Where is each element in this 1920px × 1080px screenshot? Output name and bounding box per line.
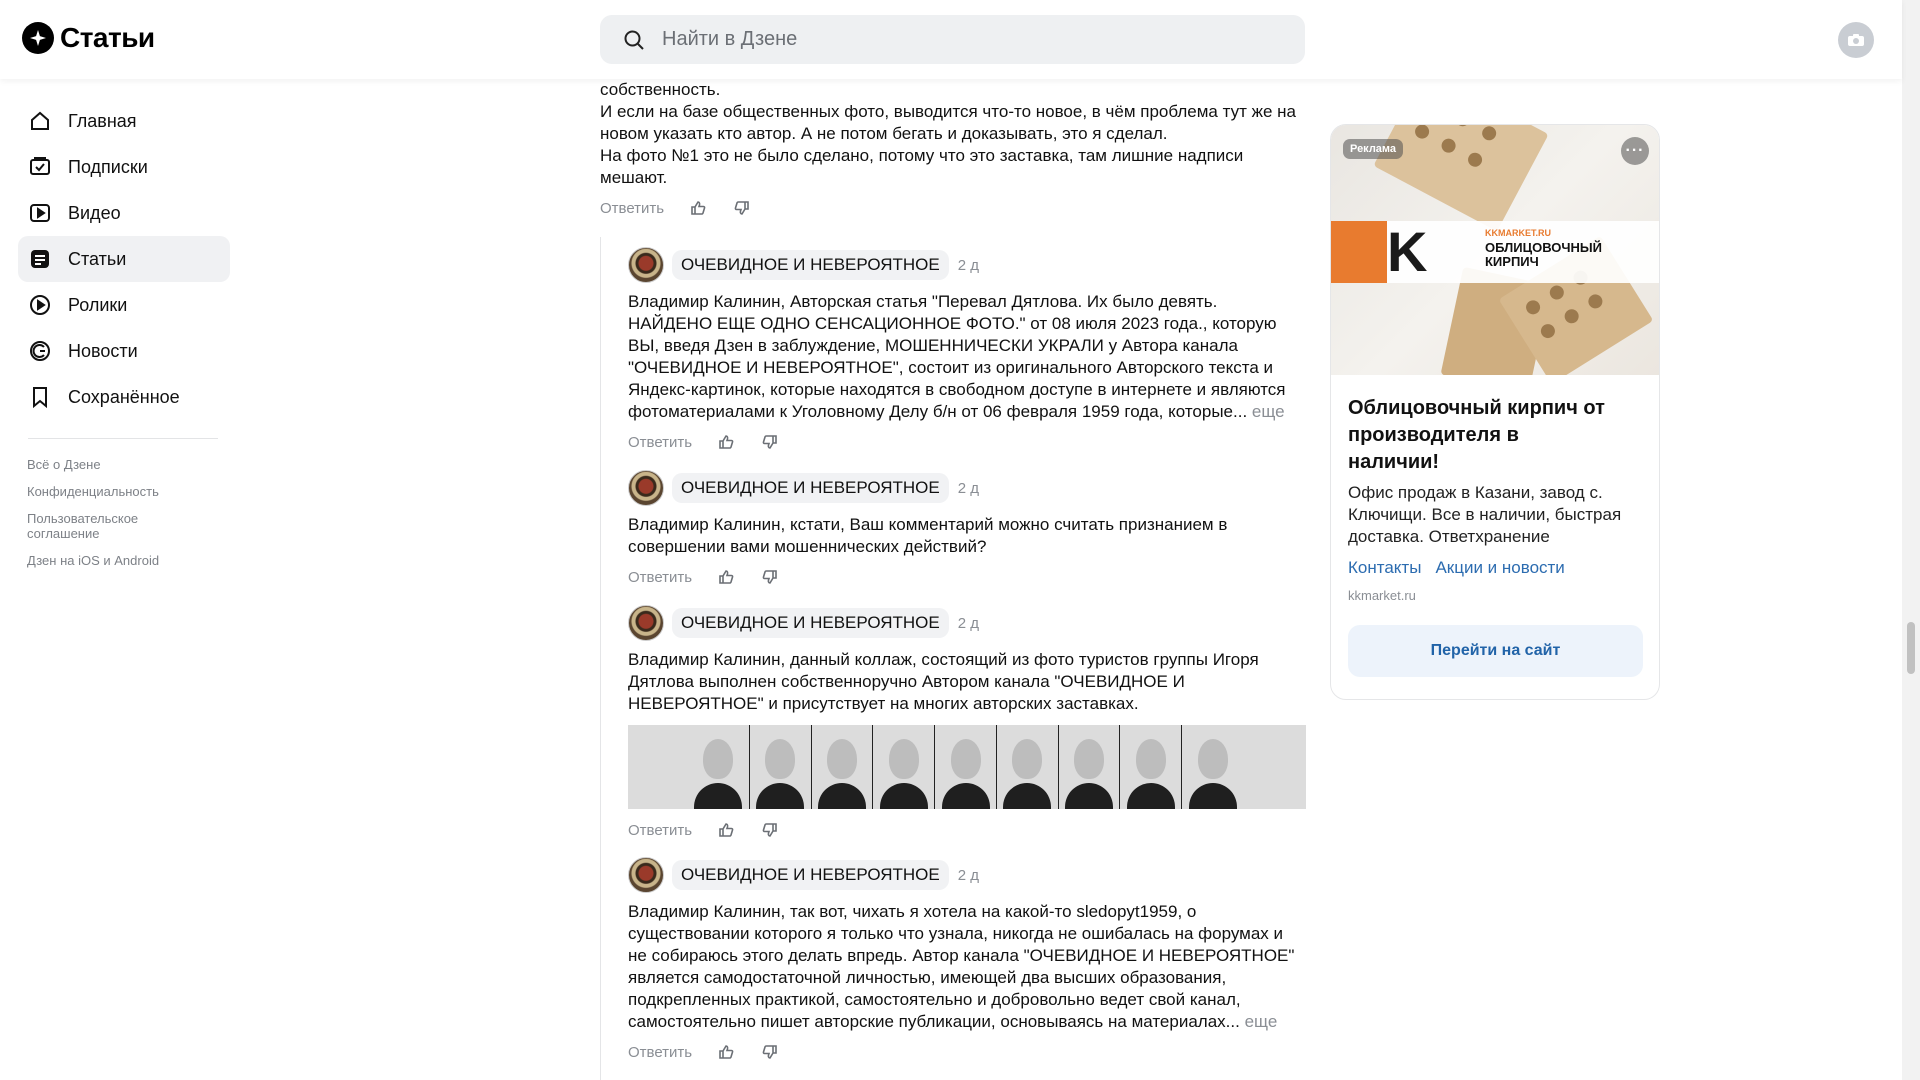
author-avatar[interactable] bbox=[628, 470, 664, 506]
comment-actions bbox=[628, 1039, 1306, 1065]
author-name[interactable]: ОЧЕВИДНОЕ И НЕВЕРОЯТНОЕ bbox=[672, 250, 949, 280]
search-icon bbox=[622, 28, 646, 52]
search-input[interactable] bbox=[662, 28, 1262, 51]
page-scrollbar[interactable] bbox=[1902, 0, 1920, 1080]
comment-line: На фото №1 это не было сделано, потому что это заставка, там лишние надписи мешают. bbox=[600, 146, 1244, 187]
ad-image-title: ОБЛИЦОВОЧНЫЙ КИРПИЧ bbox=[1485, 240, 1602, 269]
author-avatar[interactable] bbox=[628, 857, 664, 893]
portrait-photo bbox=[873, 725, 935, 809]
portrait-photo bbox=[812, 725, 874, 809]
comment-text: Владимир Калинин, данный коллаж, состоящий из фото туристов группы Игоря Дятлова выполнен собственноручно Автором канала "ОЧЕВИДНОЕ И НЕВЕРОЯТНОЕ" и присутствует на многих авторских заставках. bbox=[628, 650, 1259, 713]
go-to-site-button[interactable]: Перейти на сайт bbox=[1348, 625, 1643, 677]
dislike-icon[interactable] bbox=[760, 567, 780, 587]
like-icon[interactable] bbox=[716, 567, 736, 587]
ad-image[interactable] bbox=[1331, 125, 1660, 375]
more-link[interactable]: еще bbox=[1244, 1012, 1278, 1031]
portrait-photo bbox=[935, 725, 997, 809]
camera-icon bbox=[1847, 33, 1865, 47]
comment-line: И если на базе общественных фото, выводится что-то новое, в чём проблема тут же на новом указать кто автор. А не потом бегать и доказывать, это я сделал. bbox=[600, 102, 1296, 143]
sidebar-item-label: Статьи bbox=[68, 248, 127, 269]
portrait-photo bbox=[997, 725, 1059, 809]
sidebar-item-shorts[interactable] bbox=[18, 282, 230, 328]
sidebar-item-label: Ролики bbox=[68, 294, 128, 315]
search-bar[interactable] bbox=[600, 15, 1305, 64]
dislike-icon[interactable] bbox=[760, 432, 780, 452]
sidebar bbox=[18, 98, 230, 580]
footer-link-apps[interactable]: Дзен на iOS и Android bbox=[27, 553, 160, 568]
replies-thread bbox=[600, 237, 1305, 1080]
home-icon bbox=[28, 109, 52, 133]
ad-description: Офис продаж в Казани, завод с. Ключищи. Все в наличии, быстрая доставка. Ответхранение bbox=[1348, 483, 1622, 546]
sidebar-item-news[interactable] bbox=[18, 328, 230, 374]
comment-line: собственность. bbox=[600, 80, 721, 99]
articles-icon bbox=[28, 247, 52, 271]
portrait-photo bbox=[688, 725, 750, 809]
more-link[interactable]: еще bbox=[1251, 402, 1285, 421]
sidebar-item-subscriptions[interactable] bbox=[18, 144, 230, 190]
portrait-photo bbox=[1059, 725, 1121, 809]
comment-body: Владимир Калинин, так вот, чихать я хотела на какой-то sledopyt1959, о существовании которого я только что узнала, никогда не ошибалась на форумах и не собираюсь этого делать впредь. Автор канала "ОЧЕВИДНОЕ И НЕВЕРОЯТНОЕ" является самодостаточной личностью, имеющей два высших образования, подкрепленных практикой, самостоятельно и добровольно ведет свой канал, самостоятельно пишет авторские публикации, основываясь на материалах... bbox=[628, 902, 1295, 1031]
comment-time: 2 д bbox=[957, 866, 979, 884]
scrollbar-thumb[interactable] bbox=[1907, 622, 1915, 674]
comment-actions bbox=[628, 564, 1306, 590]
comment-actions bbox=[600, 195, 1305, 221]
video-icon bbox=[28, 201, 52, 225]
comment-actions bbox=[628, 429, 1306, 455]
logo[interactable] bbox=[22, 22, 155, 54]
kkmarket-logo: K bbox=[1387, 220, 1428, 283]
user-avatar[interactable] bbox=[1838, 22, 1874, 58]
author-name[interactable]: ОЧЕВИДНОЕ И НЕВЕРОЯТНОЕ bbox=[672, 608, 949, 638]
sidebar-item-label: Новости bbox=[68, 340, 138, 361]
dislike-icon[interactable] bbox=[760, 820, 780, 840]
like-icon[interactable] bbox=[716, 1042, 736, 1062]
reply-button[interactable]: Ответить bbox=[628, 821, 693, 839]
footer-link-privacy[interactable]: Конфиденциальность bbox=[27, 484, 159, 499]
reply-comment bbox=[628, 247, 1306, 455]
comment-text bbox=[600, 79, 1305, 189]
reply-comment bbox=[628, 605, 1306, 843]
sidebar-item-home[interactable] bbox=[18, 98, 230, 144]
footer-link-terms[interactable]: Пользовательское соглашение bbox=[27, 511, 139, 541]
ad-title[interactable]: Облицовочный кирпич от производителя в наличии! bbox=[1348, 397, 1605, 473]
comment-actions bbox=[628, 817, 1306, 843]
sidebar-item-label: Сохранённое bbox=[68, 386, 180, 407]
sidebar-item-label: Подписки bbox=[68, 156, 148, 177]
like-icon[interactable] bbox=[716, 820, 736, 840]
reply-button[interactable]: Ответить bbox=[628, 433, 693, 451]
subscriptions-icon bbox=[28, 155, 52, 179]
portrait-photo bbox=[750, 725, 812, 809]
ad-link-contacts[interactable]: Контакты bbox=[1348, 558, 1422, 577]
comment-text bbox=[628, 291, 1306, 423]
reply-button[interactable]: Ответить bbox=[628, 1043, 693, 1061]
author-avatar[interactable] bbox=[628, 605, 664, 641]
portrait-photo bbox=[1120, 725, 1182, 809]
zen-logo-icon bbox=[22, 22, 54, 54]
comment-text bbox=[628, 901, 1306, 1033]
sidebar-item-articles[interactable] bbox=[18, 236, 230, 282]
like-icon[interactable] bbox=[716, 432, 736, 452]
dislike-icon[interactable] bbox=[760, 1042, 780, 1062]
ad-image-domain: KKMARKET.RU bbox=[1485, 228, 1551, 238]
ad-badge: Реклама bbox=[1343, 139, 1403, 159]
sidebar-item-video[interactable] bbox=[18, 190, 230, 236]
news-icon bbox=[28, 339, 52, 363]
reply-button[interactable]: Ответить bbox=[628, 568, 693, 586]
reply-comment bbox=[628, 470, 1306, 590]
author-name[interactable]: ОЧЕВИДНОЕ И НЕВЕРОЯТНОЕ bbox=[672, 860, 949, 890]
dislike-icon[interactable] bbox=[732, 198, 752, 218]
parent-comment bbox=[600, 79, 1305, 221]
portrait-photo bbox=[1182, 725, 1243, 809]
more-options-icon[interactable]: ··· bbox=[1621, 137, 1649, 165]
reply-comment bbox=[628, 857, 1306, 1065]
top-header bbox=[0, 0, 1902, 79]
author-name[interactable]: ОЧЕВИДНОЕ И НЕВЕРОЯТНОЕ bbox=[672, 473, 949, 503]
ad-card[interactable] bbox=[1330, 124, 1660, 700]
footer-link-about[interactable]: Всё о Дзене bbox=[27, 457, 101, 472]
like-icon[interactable] bbox=[688, 198, 708, 218]
collage-image[interactable] bbox=[628, 725, 1306, 809]
comment-time: 2 д bbox=[957, 256, 979, 274]
ad-orange-block bbox=[1331, 221, 1387, 283]
author-avatar[interactable] bbox=[628, 247, 664, 283]
comment-body: Владимир Калинин, Авторская статья "Перевал Дятлова. Их было девять. НАЙДЕНО ЕЩЕ ОДНО СЕНСАЦИОННОЕ ФОТО." от 08 июля 2023 года., которую ВЫ, введя Дзен в заблуждение, МОШЕННИЧЕСКИ УКРАЛИ у Автора канала "ОЧЕВИДНОЕ И НЕВЕРОЯТНОЕ", состоит из оригинального Авторского текста и Яндекс-картинок, которые находятся в свободном доступе в интернете и являются фотоматериалами к Уголовному Делу б/н от 06 февраля 1959 года, которые... bbox=[628, 292, 1286, 421]
comment-time: 2 д bbox=[957, 614, 979, 632]
bookmark-icon bbox=[28, 385, 52, 409]
logo-text: Статьи bbox=[60, 22, 155, 53]
sidebar-item-label: Главная bbox=[68, 110, 137, 131]
ad-domain: kkmarket.ru bbox=[1348, 588, 1416, 603]
reply-button[interactable]: Ответить bbox=[600, 199, 665, 217]
comment-time: 2 д bbox=[957, 479, 979, 497]
sidebar-divider bbox=[28, 438, 218, 439]
shorts-icon bbox=[28, 293, 52, 317]
sidebar-item-saved[interactable] bbox=[18, 374, 230, 420]
sidebar-item-label: Видео bbox=[68, 202, 121, 223]
comment-text: Владимир Калинин, кстати, Ваш комментарий можно считать признанием в совершении вами мошеннических действий? bbox=[628, 515, 1228, 556]
ad-link-promotions[interactable]: Акции и новости bbox=[1435, 558, 1565, 577]
